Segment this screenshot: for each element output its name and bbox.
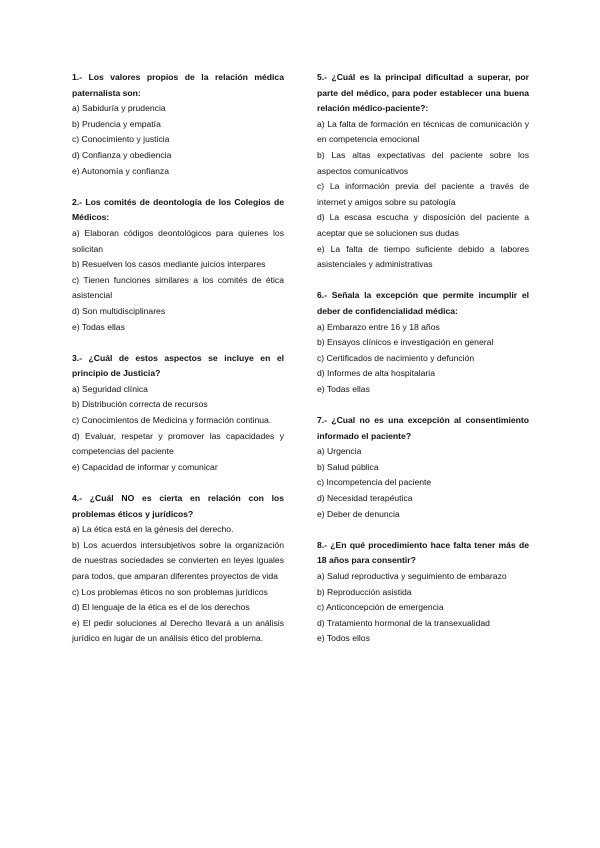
question-2 [72,195,284,335]
option-c: c) La información previa del paciente a través de internet y amigos sobre su patología [317,181,529,207]
question-title: 3.- ¿Cuál de estos aspectos se incluye en el principio de Justicia? [72,352,284,379]
option-c: c) Incompetencia del paciente [317,477,432,488]
option-d: d) Evaluar, respetar y promover las capacidades y competencias del paciente [72,430,284,457]
option-c: c) Anticoncepción de emergencia [317,602,444,613]
option-a: a) Sabiduría y prudencia [72,103,166,114]
question-title: 5.- ¿Cuál es la principal dificultad a superar, por parte del médico, para poder establecer una buena relación médico-paciente?: [317,72,529,114]
option-b: b) Distribución correcta de recursos [72,399,208,410]
option-b: b) Las altas expectativas del paciente sobre los aspectos comunicativos [317,149,529,176]
option-c: c) Conocimiento y justicia [72,134,170,145]
question-1 [72,70,284,179]
option-e: e) Deber de denuncia [317,508,400,519]
option-b: b) Ensayos clínicos e investigación en general [317,337,494,348]
option-c: c) Los problemas éticos no son problemas jurídicos [72,586,268,597]
option-a: a) Embarazo entre 16 y 18 años [317,321,440,332]
option-a: a) Urgencia [317,446,362,457]
option-d: d) Informes de alta hospitalaria [317,368,435,379]
option-b: b) Resuelven los casos mediante juicios interpares [72,259,266,270]
option-a: a) La ética está en la génesis del derecho. [72,524,234,535]
question-title: 4.- ¿Cuál NO es cierta en relación con los problemas éticos y jurídicos? [72,493,284,519]
option-d: d) La escasa escucha y disposición del paciente a aceptar que se solucionen sus dudas [317,212,529,238]
question-title: 1.- Los valores propios de la relación médica paternalista son: [72,72,284,98]
left-column [72,70,284,663]
option-a: a) Salud reproductiva y seguimiento de embarazo [317,571,507,581]
option-b: b) Los acuerdos intersubjetivos sobre la organización de nuestras sociedades se convierten en leyes iguales para todos, que amparan diferentes proyectos de vida [72,539,284,581]
option-a: a) La falta de formación en técnicas de comunicación y en competencia emocional [317,118,529,145]
question-4 [72,491,284,647]
question-7 [317,413,529,522]
question-8 [317,538,529,647]
option-d: d) Necesidad terapéutica [317,493,413,504]
option-c: c) Conocimientos de Medicina y formación continua. [72,415,272,426]
option-b: b) Reproducción asistida [317,586,412,597]
option-d: d) El lenguaje de la ética es el de los derechos [72,602,250,613]
question-title: 8.- ¿En qué procedimiento hace falta tener más de 18 años para consentir? [317,539,529,566]
question-title: 2.- Los comités de deontología de los Colegios de Médicos: [72,196,284,223]
option-a: a) Seguridad clínica [72,383,148,394]
option-e: e) Autonomía y confianza [72,165,169,176]
option-b: b) Prudencia y empatía [72,118,161,129]
question-title: 6.- Señala la excepción que permite incumplir el deber de confidencialidad médica: [317,290,529,316]
question-3 [72,351,284,476]
option-d: d) Tratamiento hormonal de la transexualidad [317,617,490,628]
question-6 [317,288,529,397]
right-column [317,70,529,663]
option-e: e) Todas ellas [72,321,125,332]
option-d: d) Confianza y obediencia [72,149,172,160]
question-title: 7.- ¿Cual no es una excepción al consentimiento informado el paciente? [317,415,529,441]
option-d: d) Son multidisciplinares [72,305,166,316]
option-e: e) Todos ellos [317,633,370,644]
option-b: b) Salud pública [317,461,379,472]
option-e: e) La falta de tiempo suficiente debido a labores asistenciales y administrativas [317,243,529,270]
option-e: e) Todas ellas [317,383,370,394]
option-e: e) El pedir soluciones al Derecho llevará a un análisis jurídico en lugar de un análisis ético del problema. [72,617,284,644]
option-a: a) Elaboran códigos deontológicos para quienes los solicitan [72,227,284,254]
option-e: e) Capacidad de informar y comunicar [72,461,218,472]
question-5 [317,70,529,273]
option-c: c) Certificados de nacimiento y defunción [317,352,475,363]
option-c: c) Tienen funciones similares a los comités de ética asistencial [72,274,284,301]
